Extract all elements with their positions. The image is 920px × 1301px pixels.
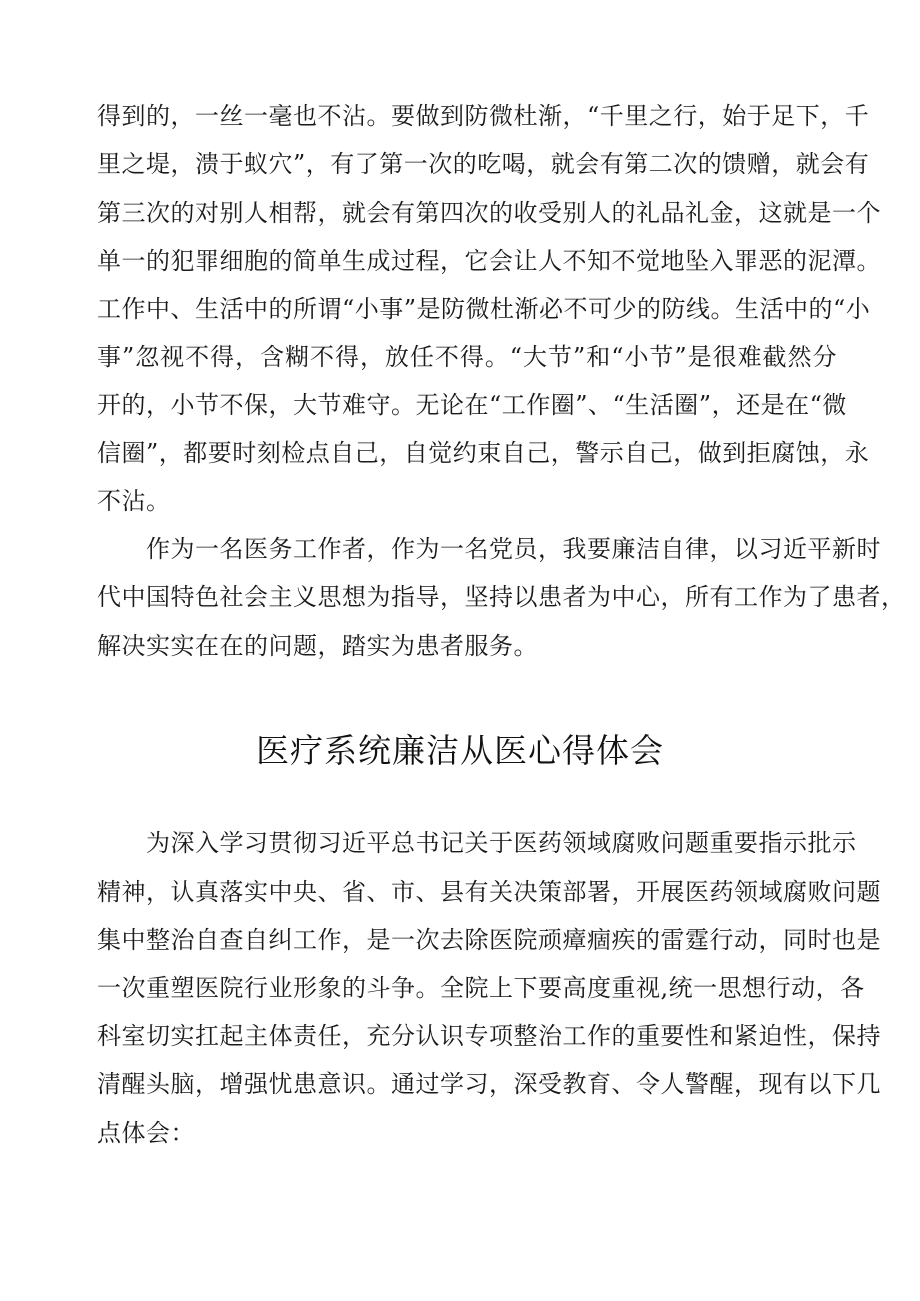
paragraph-line: 清醒头脑，增强忧患意识。通过学习，深受教育、令人警醒，现有以下几 xyxy=(97,1070,881,1098)
paragraph-line: 第三次的对别人相帮，就会有第四次的收受别人的礼品礼金，这就是一个 xyxy=(97,199,881,227)
paragraph-line: 集中整治自查自纠工作，是一次去除医院顽瘴痼疾的雷霆行动，同时也是 xyxy=(97,926,881,954)
paragraph-line: 点体会： xyxy=(97,1119,195,1147)
paragraph-line: 作为一名医务工作者，作为一名党员，我要廉洁自律，以习近平新时 xyxy=(146,535,881,563)
paragraph-line: 开的，小节不保，大节难守。无论在“工作圈”、“生活圈”，还是在“微 xyxy=(97,391,847,419)
section-heading: 医疗系统廉洁从医心得体会 xyxy=(256,731,664,770)
paragraph-line: 精神，认真落实中央、省、市、县有关决策部署，开展医药领域腐败问题 xyxy=(97,878,881,906)
paragraph-line: 不沾。 xyxy=(97,487,171,515)
paragraph-line: 一次重塑医院行业形象的斗争。全院上下要高度重视,统一思想行动，各 xyxy=(97,974,865,1002)
paragraph-line: 解决实实在在的问题，踏实为患者服务。 xyxy=(97,632,538,660)
paragraph-line: 科室切实扛起主体责任，充分认识专项整治工作的重要性和紧迫性，保持 xyxy=(97,1022,881,1050)
paragraph-line: 工作中、生活中的所谓“小事”是防微杜渐必不可少的防线。生活中的“小 xyxy=(97,295,871,323)
paragraph-line: 单一的犯罪细胞的简单生成过程，它会让人不知不觉地坠入罪恶的泥潭。 xyxy=(97,247,881,275)
paragraph-line: 信圈”，都要时刻检点自己，自觉约束自己，警示自己，做到拒腐蚀，永 xyxy=(97,439,870,467)
paragraph-line: 里之堤，溃于蚁穴”，有了第一次的吃喝，就会有第二次的馈赠，就会有 xyxy=(97,150,870,178)
paragraph-line: 为深入学习贯彻习近平总书记关于医药领域腐败问题重要指示批示 xyxy=(146,829,857,857)
paragraph-line: 得到的，一丝一毫也不沾。要做到防微杜渐，“千里之行，始于足下，千 xyxy=(97,102,870,130)
paragraph-line: 事”忽视不得，含糊不得，放任不得。“大节”和“小节”是很难截然分 xyxy=(97,343,837,371)
paragraph-line: 代中国特色社会主义思想为指导，坚持以患者为中心，所有工作为了患者， xyxy=(97,583,906,611)
